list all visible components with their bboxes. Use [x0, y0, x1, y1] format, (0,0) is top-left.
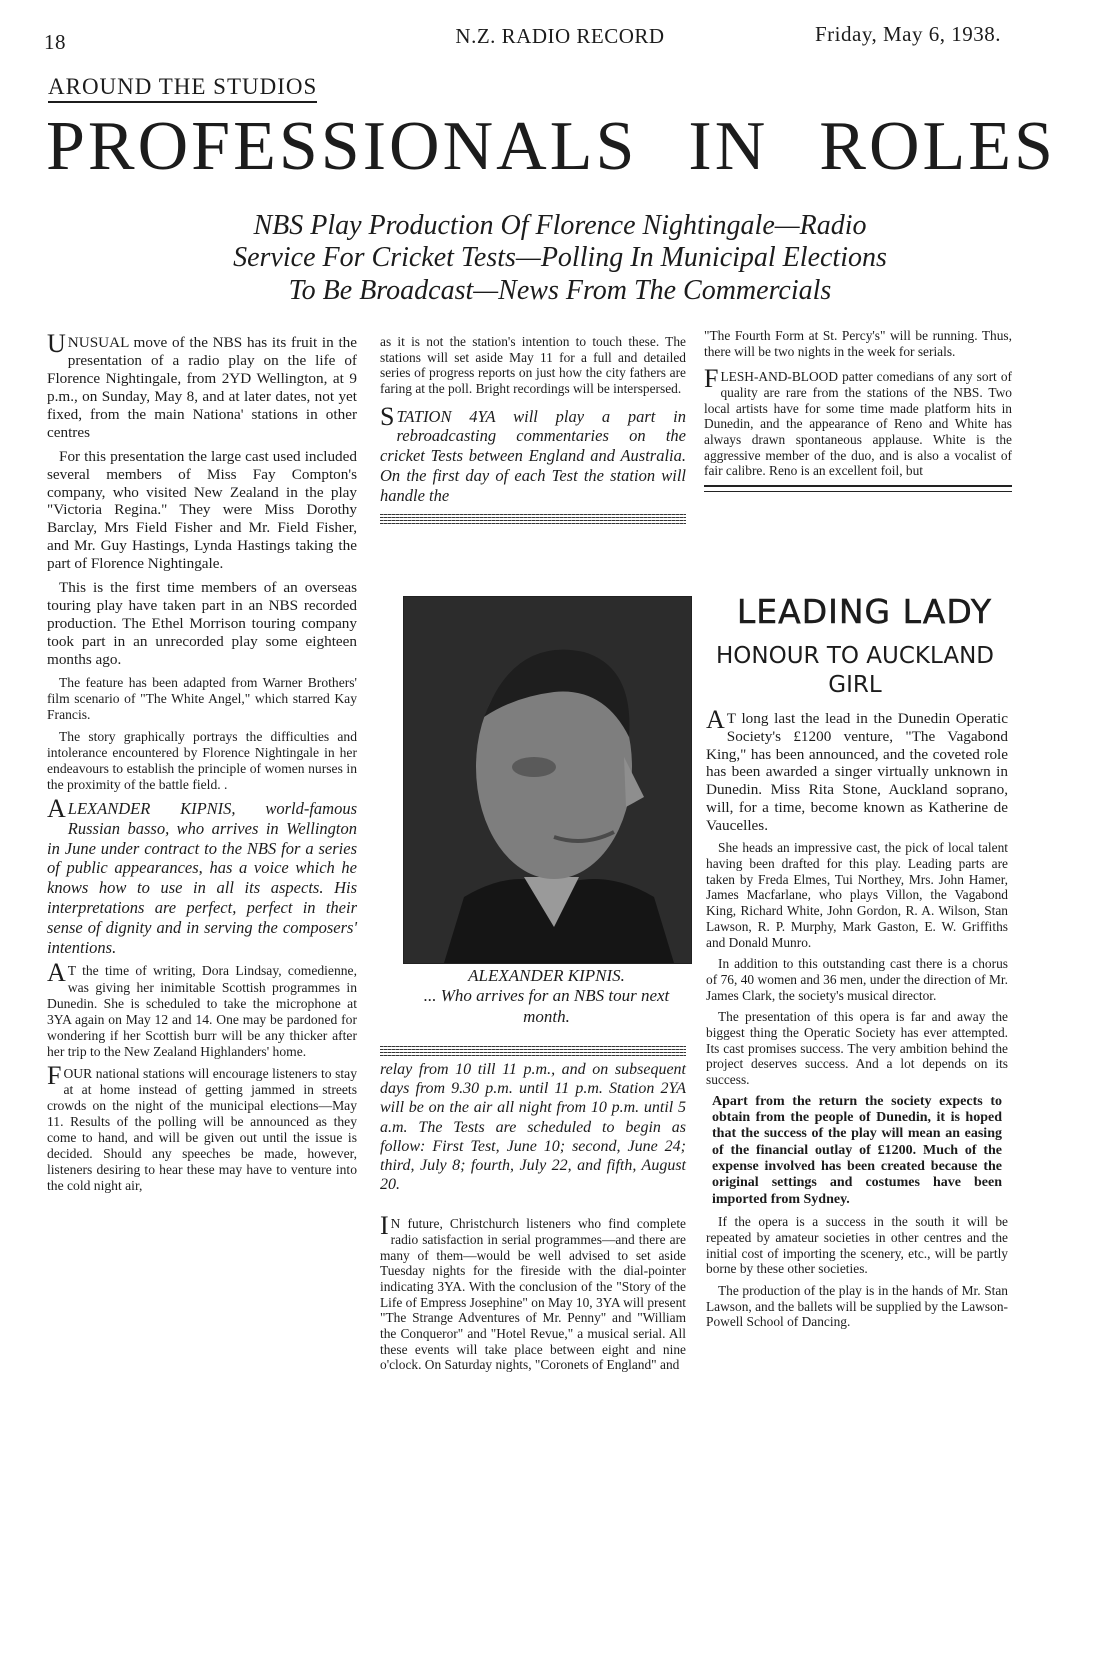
subhead-line: Service For Cricket Tests—Polling In Municipal Elections [233, 242, 887, 274]
paragraph-financial: Apart from the return the society expects to obtain from the people of Dunedin, it is hoped that the success of the play will mean an easing of the financial outlay of £1200. Much of the expense involved has been created because the original settings and costumes have been imported from Sydney. [712, 1093, 1002, 1207]
article-column-3 [704, 328, 1012, 498]
paragraph-production: The production of the play is in the hands of Mr. Stan Lawson, and the ballets will be supplied by the Lawson-Powell School of Dancing. [706, 1282, 1008, 1330]
box-title: LEADING LADY [736, 592, 993, 631]
article-column-3-lower [706, 705, 1008, 1336]
headline [46, 108, 1056, 185]
portrait-illustration [404, 597, 691, 963]
divider-rule [704, 485, 1012, 492]
paragraph-dora-lindsay: A T the time of writing, Dora Lindsay, comedienne, was giving her inimitable Scottish programmes in Dunedin. She is scheduled to take the microphone at 3YA again on May 12 and 14. One may be pardoned for wondering if her Scottish burr will be any thicker after her trip to the New Zealand Highlanders' home. [47, 958, 357, 1059]
paragraph-kipnis: ALEXANDER KIPNIS, world-famous Russian basso, who arrives in Wellington in June under contract to the NBS for a series of public appearances, has a voice which he knows how to use in all its aspects. His interpretations are perfect, perfect in their sense of dignity and in serving the composers' intentions. [47, 794, 357, 957]
wavy-divider [380, 1044, 686, 1056]
paragraph-elections: FOUR national stations will encourage listeners to stay at at home instead of getting jammed in streets crowds on the night of the municipal elections—May 11. Results of the polling will be announced as they come to hand, and will be given out until the issue is decided. Should any speeches be made, however, listeners desiring to hear these may have to venture into the cold night air, [47, 1060, 357, 1193]
paragraph-first-time: This is the first time members of an overseas touring play have taken part in an NBS recorded production. The Ethel Morrison touring company took part in an unrecorded play some eighteen months ago. [47, 579, 357, 668]
page-number: 18 [44, 30, 66, 54]
paragraph-station-4ya: STATION 4YA will play a part in rebroadcasting commentaries on the cricket Tests between England and Australia. On the first day of each Test the station will handle the [380, 401, 686, 505]
article-column-2 [380, 334, 686, 528]
photo-caption [400, 966, 693, 1027]
article-column-1 [47, 329, 357, 1200]
drop-cap: A [47, 794, 66, 824]
drop-cap: F [47, 1060, 62, 1090]
section-label: AROUND THE STUDIOS [48, 74, 317, 103]
paragraph-nbs-play: UNUSUAL move of the NBS has its fruit in the presentation of a radio play on the life of Florence Nightingale, from 2YD Wellington, at 9 p.m., on Sunday, May 8, and at later dates, not yet fixed, from the main Nationa' stations in other centres [47, 329, 357, 441]
drop-cap: S [380, 401, 395, 431]
drop-cap: A [47, 958, 66, 988]
paragraph-chorus: In addition to this outstanding cast there is a chorus of 76, 40 women and 36 men, under the direction of Mr. James Clark, the society's musical director. [706, 956, 1008, 1003]
subhead-line: NBS Play Production Of Florence Nightingale—Radio [253, 210, 867, 241]
caption-name: ALEXANDER KIPNIS. [468, 966, 625, 985]
paragraph-relay: relay from 10 till 11 p.m., and on subsequent days from 9.30 p.m. until 11 p.m. Station 2YA will be on the air all night from 10 p.m. until 5 a.m. The Tests are scheduled to begin as follow: First Test, June 10; second, June 24; third, July 8; fourth, July 22, and fifth, August 20. [380, 1061, 686, 1194]
headline-word-2: IN [688, 108, 769, 185]
drop-cap: F [704, 364, 719, 394]
box-subtitle: HONOUR TO AUCKLAND GIRL [716, 643, 994, 698]
paragraph-presentation: The presentation of this opera is far and away the biggest thing the Operatic Society has ever attempted. Its cast promises success. The very ambition behind the project deserves success. And a lot depends on its success. [706, 1009, 1008, 1087]
paragraph-feature: The feature has been adapted from Warner Brothers' film scenario of "The White Angel," which starred Kay Francis. [47, 674, 357, 722]
wavy-divider [380, 512, 686, 524]
issue-date: Friday, May 6, 1938. [815, 22, 1001, 46]
drop-cap: U [47, 329, 66, 358]
paragraph-story: The story graphically portrays the difficulties and intolerance encountered by Florence Nightingale in her endeavours to establish the principle of women nurses in the proximity of the battle field. . [47, 728, 357, 793]
paragraph-christchurch: I N future, Christchurch listeners who find complete radio satisfaction in serial programmes—and there are many of them—would be well advised to set aside Tuesday nights for the fireside with the dial-pointer indicating 3YA. With the conclusion of the "Story of the Life of Empress Josephine" on May 10, 3YA will present "The Strange Adventures of Mr. Penny" and "William the Conqueror" and "Hotel Revue," a musical serial. All these events will take place between eight and nine o'clock. On Saturday nights, "Coronets of England" and [380, 1211, 686, 1373]
paragraph-stations: as it is not the station's intention to touch these. The stations will set aside May 11 for a full and detailed series of progress reports on just how the city fathers are faring at the poll. Bright recordings will be interspersed. [380, 334, 686, 397]
article-column-2-lower [380, 1040, 686, 1379]
caption-text: ... Who arrives for an NBS tour next month. [423, 986, 670, 1026]
headline-word-1: PROFESSIONALS [46, 108, 638, 185]
headline-word-3: ROLES [819, 108, 1056, 185]
paragraph-cast-list: She heads an impressive cast, the pick of local talent having been drafted for this play. Leading parts are taken by Freda Elmes, Tui Northey, Mrs. John Hamer, James Macfarlane, who plays Villon, the Vagabond King, Richard White, John Gordon, R. A. Wilson, Stan Lawson, R. P. Murphy, Mark Gaston, E. W. Griffiths and Donald Munro. [706, 840, 1008, 950]
subhead-line: To Be Broadcast—News From The Commercials [288, 274, 832, 306]
paragraph-vagabond-king: A T long last the lead in the Dunedin Operatic Society's £1200 venture, "The Vagabond King," has been announced, and the coveted role has been awarded a singer virtually unknown in Dunedin. Miss Rita Stone, Auckland soprano, will, for a time, become known as Katherine de Vaucelles. [706, 705, 1008, 834]
paragraph-repeat: If the opera is a success in the south it will be repeated by amateur societies in other centres and the initial cost of importing the scenery, etc., will be partly borne by these other societies. [706, 1214, 1008, 1277]
drop-cap: I [380, 1211, 389, 1241]
paragraph-cast: For this presentation the large cast used included several members of Miss Fay Compton's company, who visited New Zealand in the play "Victoria Regina." They were Miss Dorothy Barclay, Mrs Field Fisher and Mr. Field Fisher, and Mr. Guy Hastings, Lynda Hastings taking the part of Florence Nightingale. [47, 447, 357, 573]
subheadline [150, 210, 970, 307]
drop-cap: A [706, 705, 725, 734]
paragraph-reno-white: FLESH-AND-BLOOD patter comedians of any sort of quality are rare from the stations of the NBS. Two local artists have for some time made platform hits in Dunedin, and the appearance of Reno and White has always drawn spontaneous applause. White is the aggressive member of the duo, and is also a vocalist of fair calibre. Reno is an excellent foil, but [704, 364, 1012, 479]
paragraph-fourth-form: "The Fourth Form at St. Percy's" will be running. Thus, there will be two nights in the week for serials. [704, 328, 1012, 359]
publication-title: N.Z. RADIO RECORD [455, 24, 665, 48]
portrait-photo-kipnis [403, 596, 692, 964]
